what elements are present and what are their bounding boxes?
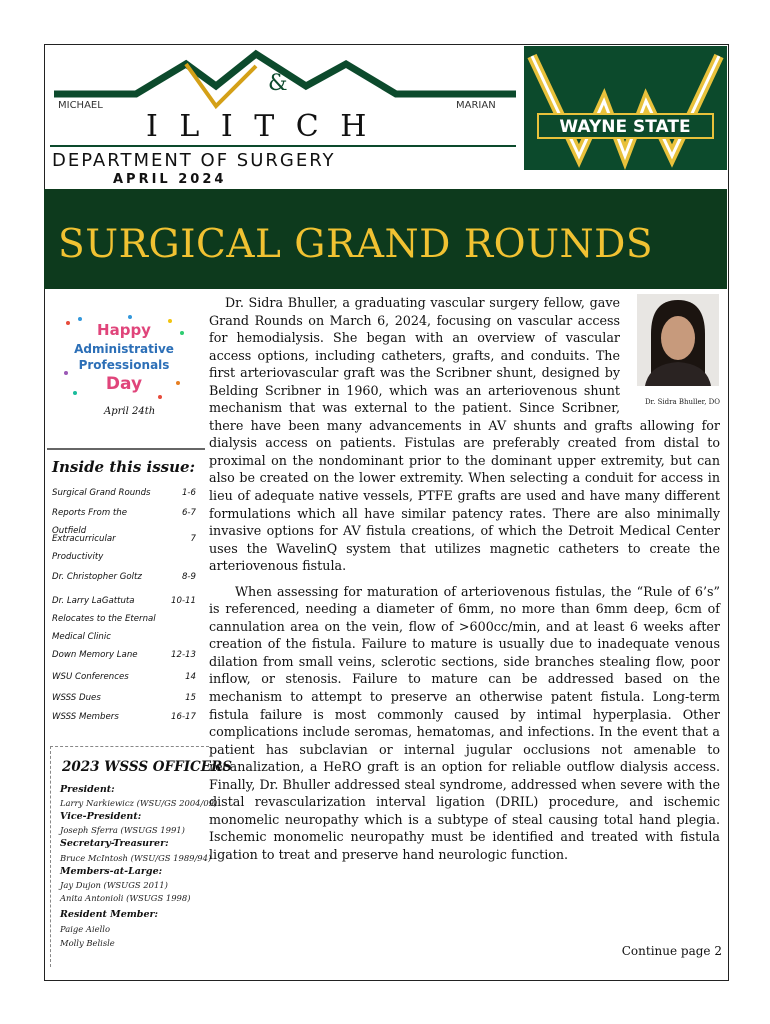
officer-role-resident: Resident Member: [60, 909, 158, 920]
ilitch-department-logo [46, 46, 520, 170]
banner-title: SURGICAL GRAND ROUNDS [58, 222, 654, 267]
toc-item[interactable] [52, 484, 196, 502]
article-paragraph-2: When assessing for maturation of arteriovenous fistulas, the “Rule of 6’s” is referenced, needing a diameter of 6mm, no more than 6mm deep, 6cm of cannulation area on the vein, flow of >600cc/min, and at least 6 weeks after creation of the fistula. Failure to mature is usually due to inadequate venous dilation from small veins, sclerotic sections, side branches stealing flow, poor inflow, or stenosis. Failure to mature can be addressed based on the mechanism to attempt to preserve an otherwise patent fistula. Long-term fistula failure is most commonly caused by intimal hyperplasia. Other complications include seromas, hematomas, and infections. In the event that a patient has subclavian or internal jugular occlusions not amenable to recanalization, a HeRO graft is an option for reliable outflow dialysis access. Finally, Dr. Bhuller addressed steal syndrome, addressed when severe with the distal revascularization interval ligation (DRIL) procedure, and ischemic monomelic neuropathy which is a subtype of steal causing total hand plegia. Ischemic monomelic neuropathy must be identified and treated with fistula ligation to treat and preserve hand neurologic function. [209, 583, 720, 862]
toc-page: 10-11 [171, 596, 196, 606]
officer-role-members: Members-at-Large: [60, 866, 163, 877]
toc-label: Reports From the Outfield [52, 508, 128, 536]
toc-page: 1-6 [181, 488, 196, 498]
logo-surname: I L I T C H [146, 109, 373, 144]
officer-resident: Molly Belisle [60, 938, 115, 948]
officer-role-president: President: [60, 784, 115, 795]
logo-ampersand: & [268, 71, 288, 96]
logo-name-michael: MICHAEL [58, 100, 103, 111]
toc-label: Dr. Christopher Goltz [52, 572, 142, 582]
officer-resident: Paige Aiello [60, 924, 110, 934]
toc-item[interactable] [52, 708, 196, 726]
officer-member: Jay Dujon (WSUGS 2011) [60, 880, 168, 890]
admin-professionals-day-graphic [60, 313, 188, 401]
wayne-state-logo [524, 46, 727, 170]
apd-happy: Happy [97, 321, 151, 339]
toc-item[interactable] [52, 646, 196, 664]
apd-day: Day [105, 374, 143, 394]
logo-name-marian: MARIAN [456, 100, 496, 111]
toc-label: Surgical Grand Rounds [52, 488, 151, 498]
toc-item[interactable] [52, 592, 196, 646]
apd-professionals: Professionals [78, 358, 170, 372]
officer-vice: Joseph Sferra (WSUGS 1991) [60, 825, 185, 835]
author-photo-block [628, 294, 720, 408]
issue-month: APRIL 2024 [113, 172, 227, 187]
toc-page: 14 [185, 672, 196, 682]
officer-member: Anita Antonioli (WSUGS 1998) [60, 893, 191, 903]
article-paragraph-1: Dr. Sidra Bhuller, a graduating vascular surgery fellow, gave Grand Rounds on March 6, 2024, focusing on vascular access for hemodialysis. She began with an overview of vascular access options, including catheters, grafts, and conduits. The first arteriovascular graft was the Scribner shunt, designed by Belding Scribner in 1960, which was an arteriovenous shunt mechanism that was external to the patient. Since Scribner, there have been many advancements in AV shunts and grafts allowing for dialysis access on patients. Fistulas are preferably created from distal to proximal on the nondominant prior to the dominant upper extremity, but can also be created on the lower extremity. When selecting a conduit for access in lieu of adequate native vessels, PTFE grafts are used and have many different formulations which all have similar patency rates. There are also minimally invasive options for AV fistula creations, of which the Detroit Medical Center uses the WavelinQ system that utilizes magnetic catheters to create the arteriovenous fistula. [209, 295, 720, 574]
logo-department-text: DEPARTMENT OF SURGERY [52, 150, 336, 170]
toc-label: Down Memory Lane [52, 650, 138, 660]
inside-issue-title: Inside this issue: [52, 458, 196, 476]
toc-page: 8-9 [181, 572, 196, 582]
author-photo-caption: Dr. Sidra Bhuller, DO [644, 397, 720, 406]
officer-president: Larry Narkiewicz (WSU/GS 2004/09) [60, 798, 218, 808]
officer-secretary: Bruce McIntosh (WSU/GS 1989/94) [60, 853, 212, 863]
officers-title: 2023 WSSS OFFICERS [62, 759, 233, 775]
toc-label: Dr. Larry LaGattuta Relocates to the Eternal Medical Clinic [52, 596, 156, 642]
toc-page: 6-7 [181, 508, 196, 518]
toc-page: 15 [185, 693, 196, 703]
toc-item[interactable] [52, 568, 196, 586]
apd-administrative: Administrative [74, 342, 174, 356]
toc-page: 7 [190, 534, 196, 544]
continue-link[interactable]: Continue page 2 [621, 944, 722, 958]
article-body [209, 294, 720, 864]
toc-item[interactable] [52, 668, 196, 686]
toc-item[interactable] [52, 530, 196, 566]
toc-label: WSSS Dues [52, 693, 101, 703]
toc-label: WSU Conferences [52, 672, 129, 682]
apd-date: April 24th [104, 406, 156, 417]
author-photo [637, 294, 719, 386]
toc-page: 16-17 [171, 712, 196, 722]
ws-logo-text: WAYNE STATE [559, 117, 691, 137]
toc-label: Extracurricular Productivity [52, 534, 116, 562]
officer-role-vice: Vice-President: [60, 811, 142, 822]
toc-item[interactable] [52, 689, 196, 707]
toc-page: 12-13 [171, 650, 196, 660]
officer-role-secretary: Secretary-Treasurer: [60, 838, 169, 849]
toc-label: WSSS Members [52, 712, 119, 722]
